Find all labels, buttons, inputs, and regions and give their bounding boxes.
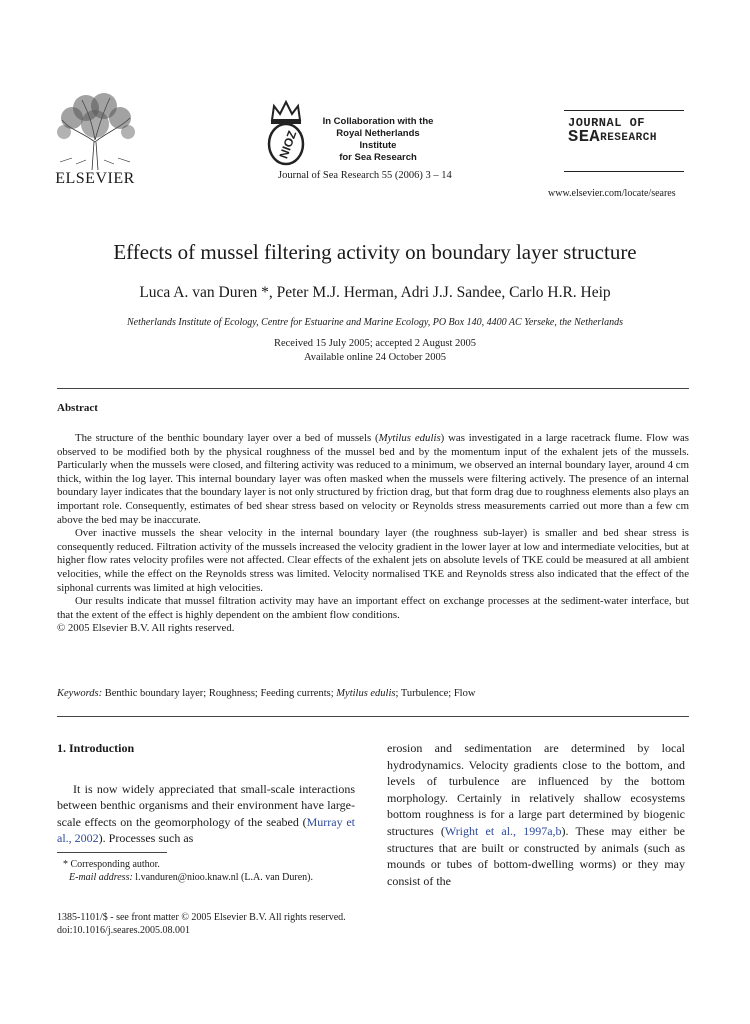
journal-logo-top-rule xyxy=(564,110,684,111)
keywords: Keywords: Benthic boundary layer; Roughness; Feeding currents; Mytilus edulis; Turbulence; Flow xyxy=(57,688,476,699)
article-dates xyxy=(0,337,750,364)
article-authors: Luca A. van Duren *, Peter M.J. Herman, Adri J.J. Sandee, Carlo H.R. Heip xyxy=(139,284,611,301)
journal-logo xyxy=(568,116,657,146)
keywords-bottom-rule xyxy=(57,716,689,717)
left-column xyxy=(57,740,355,847)
received-date: Received 15 July 2005; accepted 2 August 2005 xyxy=(273,338,477,349)
citation-link-murray[interactable]: Murray et al., 2002 xyxy=(57,814,355,846)
abstract-paragraph-2: Over inactive mussels the shear velocity in the internal boundary layer (the roughness sub-layer) is smaller and bed shear stress is consequently reduced. Filtration activity of the mussels increased the velocity gradient in the lower layer at low and intermediate velocities, but at higher flow rates velocity profiles were not affected. Clear effects of the exhalent jets on absolute levels of TKE could be measured at all ambient velocities, while the effect on the Reynolds stress was limited. Velocity normalised TKE and Reynolds stress also indicated that the effect of the siphonal currents was limited at high velocities. xyxy=(57,527,689,594)
issn-block xyxy=(57,911,346,937)
citation-link-wright[interactable]: Wright et al., 1997a,b xyxy=(444,823,562,838)
abstract-paragraph-1: The structure of the benthic boundary layer over a bed of mussels (Mytilus edulis) was investigated in a large racetrack flume. Flow was observed to be modified both by the physical roughness of the mussel bed and by the momentum input of the exhalent jets of the mussels. Particularly when the mussels were closed, and filtering activity was reduced to a minimum, we observed an internal boundary layer, around 4 cm thick, within the log layer. This internal boundary layer was often masked when the mussels were filtering actively. The presence of an internal boundary layer indicates that the boundary layer is not only structured by friction drag, but that form drag due to roughness elements also plays an important role. Consequently, estimates of bed shear stress based on velocity or Reynolds stress measurements carried out more than a few cm above the bed may be inaccurate. xyxy=(57,432,689,526)
publisher-name: ELSEVIER xyxy=(55,170,135,187)
journal-name-line1: JOURNAL OF xyxy=(568,116,646,130)
nioz-logo xyxy=(262,98,310,168)
issn-line: 1385-1101/$ - see front matter © 2005 Elsevier B.V. All rights reserved. xyxy=(57,912,346,923)
collab-line-2: Royal Netherlands Institute xyxy=(336,128,420,151)
intro-paragraph-left: It is now widely appreciated that small-scale interactions between benthic organisms and their environment have large-scale effects on the geomorphology of the seabed (Murray et al., 2002). Processes such as xyxy=(57,781,355,846)
intro-paragraph-right: erosion and sedimentation are determined by local hydrodynamics. Velocity gradients close to the bottom, and levels of turbulence are influenced by the bottom morphology. Certainly in relatively shallow ecosystems bottom roughness is for a large part determined by biogenic structures (Wright et al., 1997a,b). These may either be structures that are built or constructed by animals (such as mounds or tubes of bottom-dwelling worms) or they may consist of the xyxy=(387,741,686,888)
abstract-body xyxy=(57,432,689,636)
journal-name-line2: $SEA^{RESEARCH}$ xyxy=(568,128,657,147)
corresponding-author-note: * Corresponding author. xyxy=(63,859,160,870)
nioz-crown-icon xyxy=(262,98,310,168)
nioz-logo-text: NIOZ xyxy=(276,128,300,161)
doi-line: doi:10.1016/j.seares.2005.08.001 xyxy=(57,925,191,936)
abstract-heading: Abstract xyxy=(57,402,98,414)
abstract-paragraph-3: Our results indicate that mussel filtration activity may have an important effect on exchange processes at the sediment-water interface, but that the extent of the effect is highly dependent on the ambient flow conditions. xyxy=(57,595,689,621)
right-column xyxy=(387,740,685,889)
journal-reference: Journal of Sea Research 55 (2006) 3 – 14 xyxy=(278,170,452,181)
footnote-rule xyxy=(57,852,167,853)
collab-line-1: In Collaboration with the xyxy=(322,116,434,127)
abstract-top-rule xyxy=(57,388,689,389)
author-affiliation: Netherlands Institute of Ecology, Centre for Estuarine and Marine Ecology, PO Box 140, 4400 AC Yerseke, the Netherlands xyxy=(127,317,623,328)
collab-line-3: for Sea Research xyxy=(339,152,417,163)
keywords-label: Keywords: xyxy=(57,688,103,699)
article-title: Effects of mussel filtering activity on boundary layer structure xyxy=(113,240,637,264)
email-line: E-mail address: l.vanduren@nioo.knaw.nl (L.A. van Duren). xyxy=(69,872,313,883)
journal-url-link[interactable]: www.elsevier.com/locate/seares xyxy=(548,188,676,199)
collaboration-note xyxy=(318,116,438,164)
journal-logo-bottom-rule xyxy=(564,171,684,172)
footnote xyxy=(57,858,357,884)
available-date: Available online 24 October 2005 xyxy=(303,351,447,363)
elsevier-logo xyxy=(52,92,138,188)
elsevier-tree-icon xyxy=(52,92,138,170)
section-heading-introduction: 1. Introduction xyxy=(57,741,135,755)
abstract-copyright: © 2005 Elsevier B.V. All rights reserved. xyxy=(57,622,235,635)
